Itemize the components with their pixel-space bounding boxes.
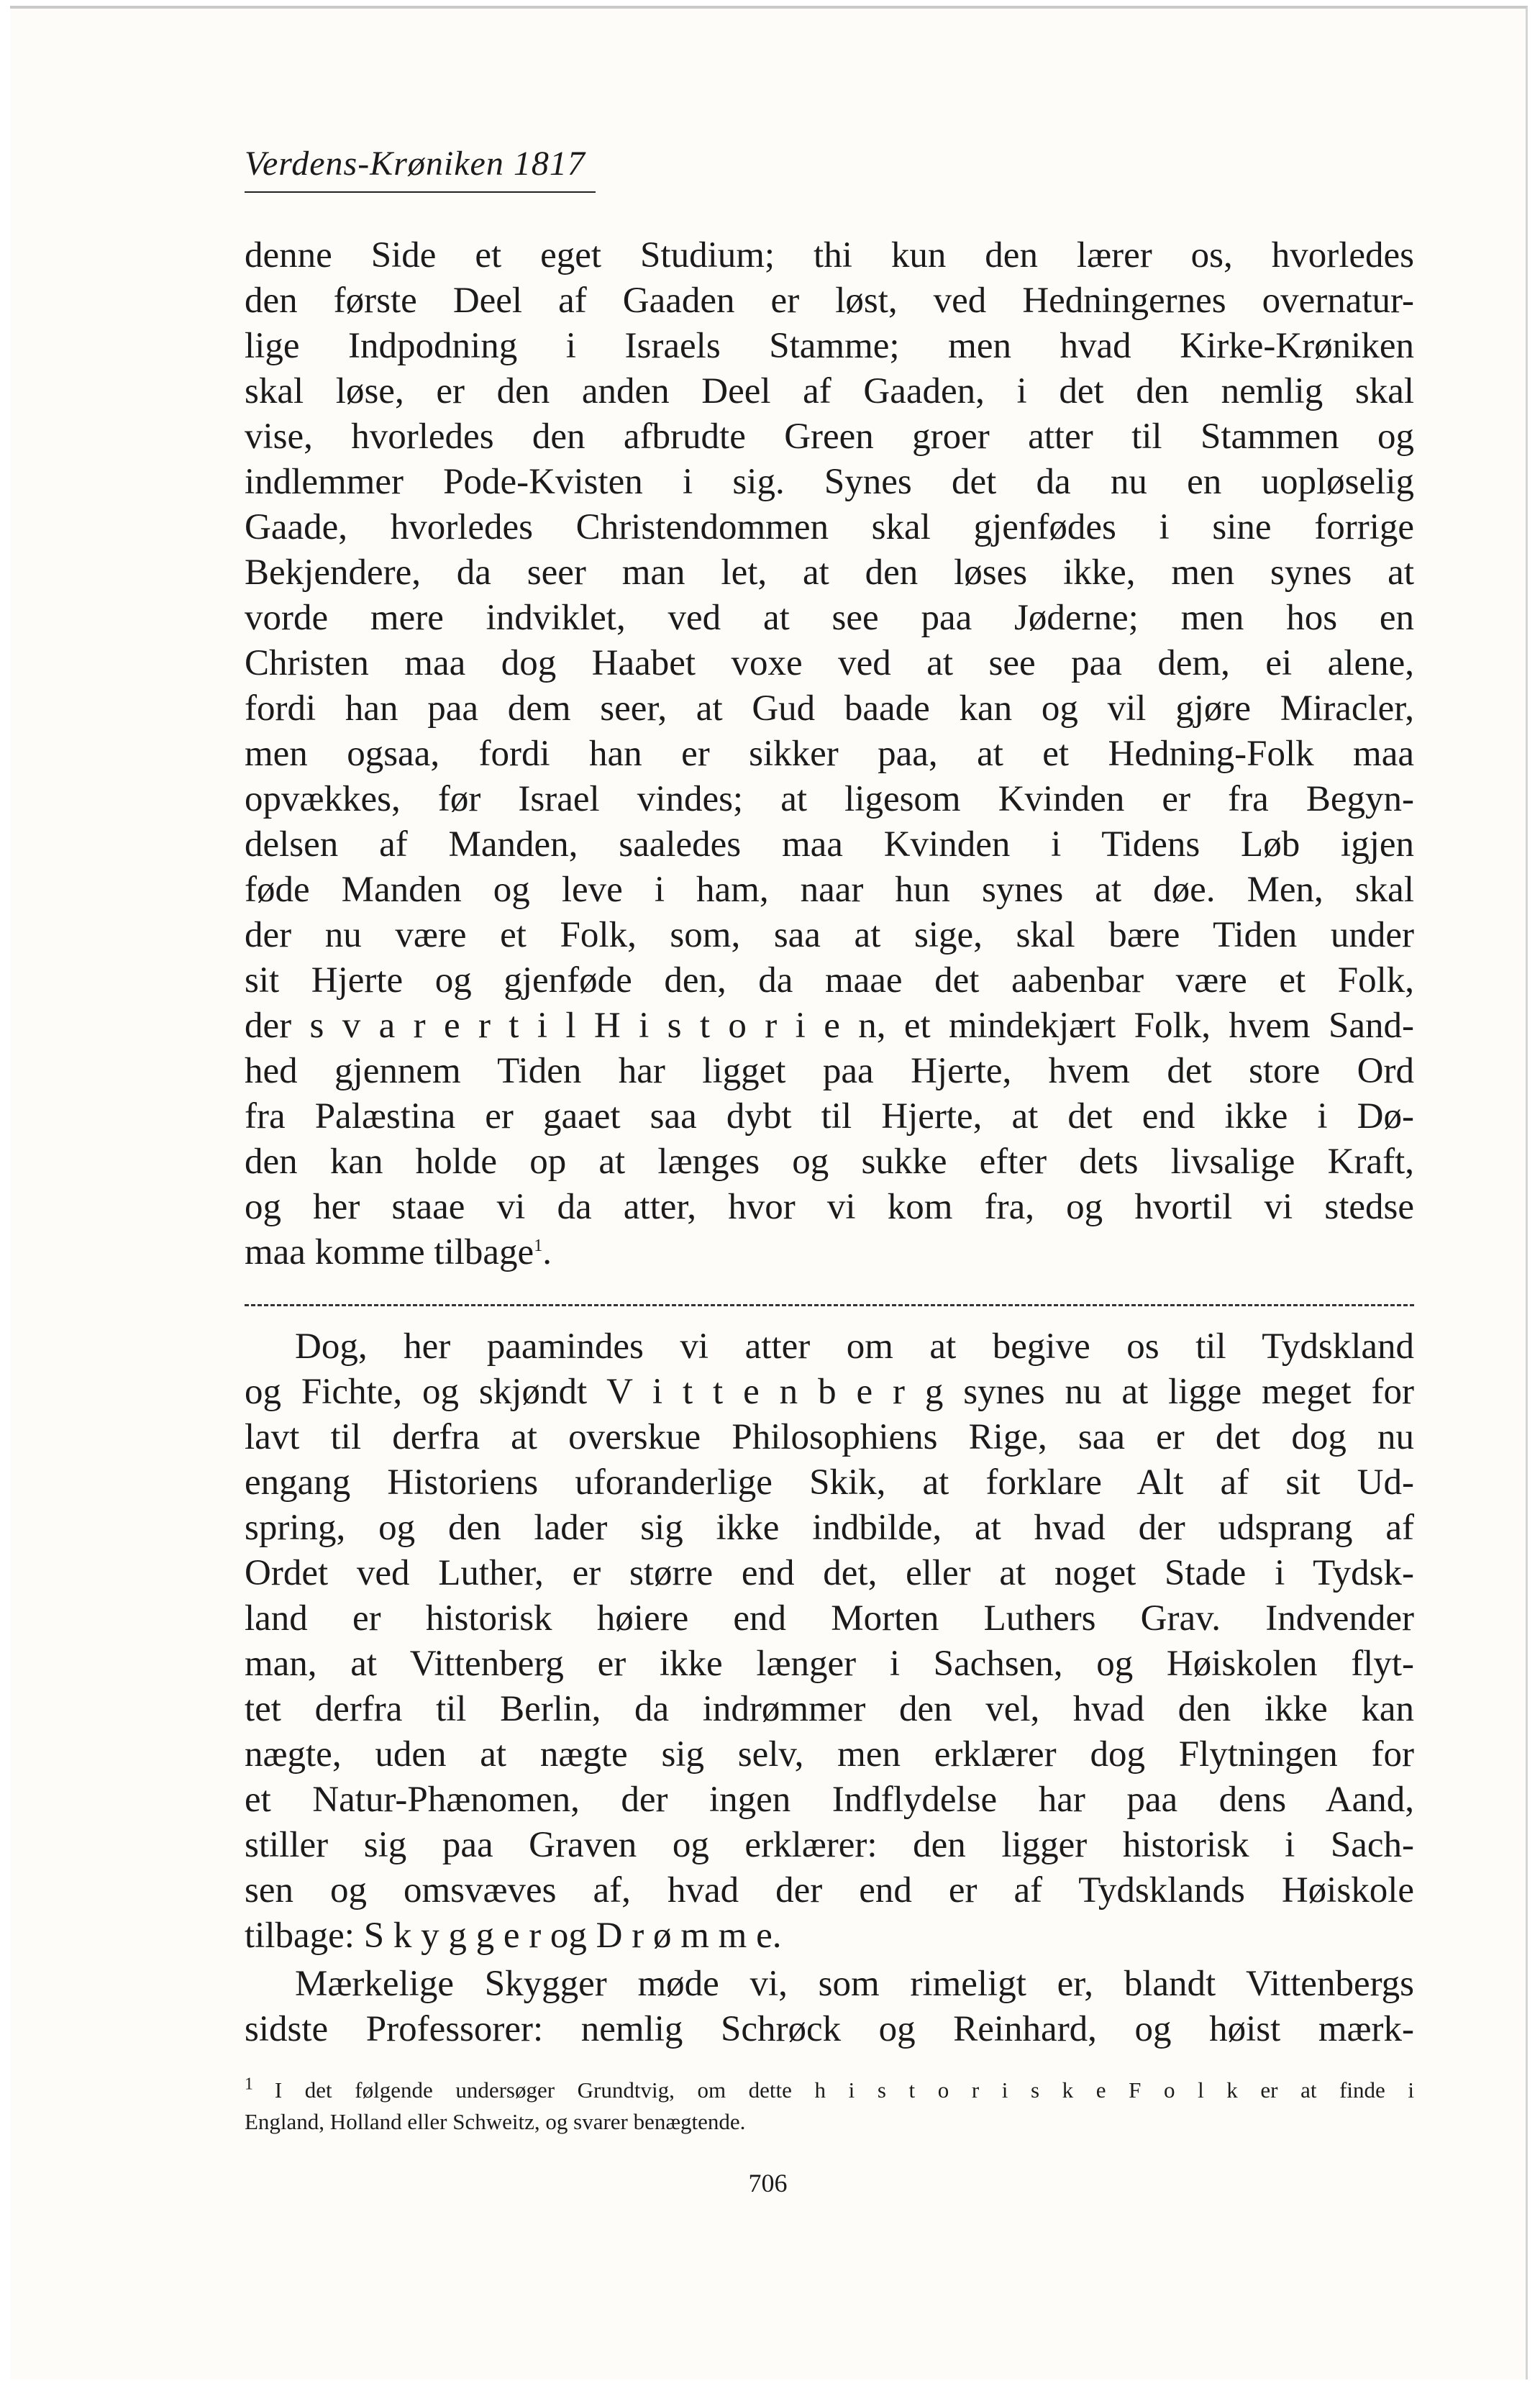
text-line: delsen af Manden, saaledes maa Kvinden i Tidens Løb igjen [245, 824, 1414, 865]
text-line: Mærkelige Skygger møde vi, som rimeligt er, blandt Vittenbergs [295, 1964, 1414, 2004]
text-line: den første Deel af Gaaden er løst, ved Hedningernes overnatur- [245, 281, 1414, 321]
text-line: et Natur-Phænomen, der ingen Indflydelse har paa dens Aand, [245, 1780, 1414, 1820]
text-line: hed gjennem Tiden har ligget paa Hjerte, hvem det store Ord [245, 1051, 1414, 1091]
text-line: Ordet ved Luther, er større end det, eller at noget Stade i Tydsk- [245, 1553, 1414, 1593]
text-line: fordi han paa dem seer, at Gud baade kan og vil gjøre Miracler, [245, 688, 1414, 729]
text-line: lige Indpodning i Israels Stamme; men hvad Kirke-Krøniken [245, 326, 1414, 366]
text-line: denne Side et eget Studium; thi kun den lærer os, hvorledes [245, 235, 1414, 275]
text-line: spring, og den lader sig ikke indbilde, at hvad der udsprang af [245, 1508, 1414, 1548]
text-line: der nu være et Folk, som, saa at sige, skal bære Tiden under [245, 915, 1414, 955]
footnote-1 [245, 2075, 1414, 2138]
text-line: den kan holde op at længes og sukke efter dets livsalige Kraft, [245, 1142, 1414, 1182]
text-line: fra Palæstina er gaaet saa dybt til Hjerte, at det end ikke i Dø- [245, 1096, 1414, 1137]
text-line: lavt til derfra at overskue Philosophiens Rige, saa er det dog nu [245, 1417, 1414, 1457]
footnote-number: 1 [245, 2075, 275, 2094]
text-line: indlemmer Pode-Kvisten i sig. Synes det da nu en uopløselig [245, 462, 1414, 502]
text-line: maa komme tilbage$^1$. [245, 1232, 552, 1272]
text-line: land er historisk høiere end Morten Luthers Grav. Indvender [245, 1598, 1414, 1639]
text-line: føde Manden og leve i ham, naar hun synes at døe. Men, skal [245, 870, 1414, 910]
running-head: Verdens-Krøniken 1817 [245, 142, 596, 193]
text-line: vorde mere indviklet, ved at see paa Jøderne; men hos en [245, 598, 1414, 638]
text-line: tet derfra til Berlin, da indrømmer den vel, hvad den ikke kan [245, 1689, 1414, 1729]
page-number: 706 [748, 2169, 788, 2198]
text-line: Bekjendere, da seer man let, at den løses ikke, men synes at [245, 552, 1414, 593]
paragraph-3 [245, 1962, 1414, 2052]
text-line: der s v a r e r t i l H i s t o r i e n, et mindekjært Folk, hvem Sand- [245, 1006, 1414, 1046]
paragraph-2 [245, 1324, 1414, 1959]
text-line: man, at Vittenberg er ikke længer i Sachsen, og Høiskolen flyt- [245, 1644, 1414, 1684]
text-line: vise, hvorledes den afbrudte Green groer atter til Stammen og [245, 416, 1414, 457]
footnote-text: I det følgende undersøger Grundtvig, om dette h i s t o r i s k e F o l k er at finde i [274, 2077, 1414, 2103]
text-line: sit Hjerte og gjenføde den, da maae det aabenbar være et Folk, [245, 960, 1414, 1001]
text-line: opvækkes, før Israel vindes; at ligesom Kvinden er fra Begyn- [245, 779, 1414, 819]
section-divider [245, 1275, 1414, 1321]
text-line: engang Historiens uforanderlige Skik, at forklare Alt af sit Ud- [245, 1462, 1414, 1503]
text-line: skal løse, er den anden Deel af Gaaden, i det den nemlig skal [245, 371, 1414, 411]
main-text [245, 233, 1414, 2052]
footnote-marker: 1 [534, 1237, 543, 1255]
footnote-line [245, 2106, 1414, 2138]
text-line: Dog, her paamindes vi atter om at begive os til Tydskland [295, 1326, 1414, 1367]
text-line: og her staae vi da atter, hvor vi kom fra, og hvortil vi stedse [245, 1187, 1414, 1227]
text-line: sidste Professorer: nemlig Schrøck og Reinhard, og høist mærk- [245, 2009, 1414, 2049]
footnote-text: England, Holland eller Schweitz, og svarer benægtende. [245, 2109, 746, 2134]
text-line: men ogsaa, fordi han er sikker paa, at et Hedning-Folk maa [245, 734, 1414, 774]
sentence-end: . [542, 1232, 552, 1272]
text-line: stiller sig paa Graven og erklærer: den ligger historisk i Sach- [245, 1825, 1414, 1865]
paragraph-1 [245, 233, 1414, 1275]
text-line: Gaade, hvorledes Christendommen skal gjenfødes i sine forrige [245, 507, 1414, 547]
text-line: Christen maa dog Haabet voxe ved at see paa dem, ei alene, [245, 643, 1414, 683]
text-line: nægte, uden at nægte sig selv, men erklærer dog Flytningen for [245, 1734, 1414, 1775]
text-line: sen og omsvæves af, hvad der end er af Tydsklands Høiskole [245, 1870, 1414, 1910]
text-line: og Fichte, og skjøndt V i t t e n b e r g synes nu at ligge meget for [245, 1372, 1414, 1412]
text-line: tilbage: S k y g g e r og D r ø m m e. [245, 1916, 782, 1956]
book-page [10, 6, 1528, 2379]
footnotes [245, 2075, 1414, 2138]
footnote-line [245, 2075, 1414, 2106]
